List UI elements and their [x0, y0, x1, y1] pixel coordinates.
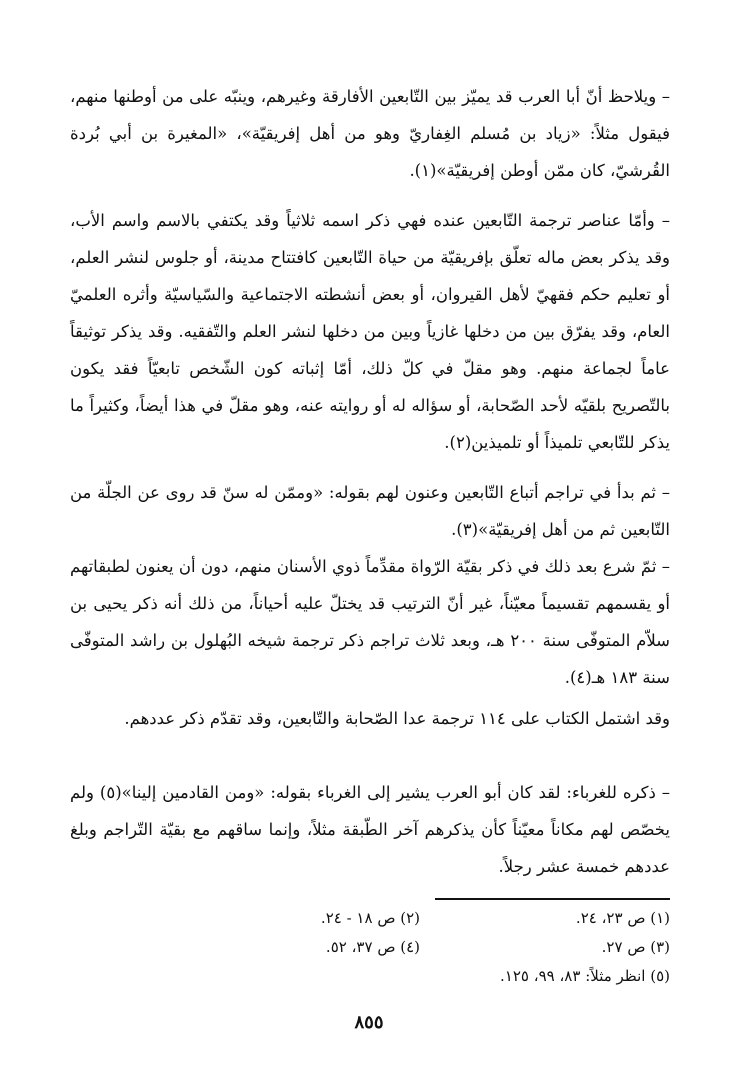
footnotes	[70, 904, 670, 991]
paragraph-6: – ذكره للغرباء: لقد كان أبو العرب يشير إلى الغرباء بقوله: «ومن القادمين إلينا»(٥) ولم يخصّص لهم مكاناً معيّناً كأن يذكرهم آخر الطّبقة مثلاً، وإنما ساقهم مع بقيّة التّراجم وبلغ عددهم خمسة عشر رجلاً.	[70, 783, 670, 876]
paragraph-3: – ثم بدأ في تراجم أتباع التّابعين وعنون لهم بقوله: «وممّن له سنّ قد روى عن الجلّة من التّابعين ثم من أهل إفريقيّة»(٣).	[70, 483, 670, 539]
footnote-1: (١) ص ٢٣، ٢٤.	[575, 909, 670, 927]
footnote-4: (٤) ص ٣٧، ٥٢.	[325, 938, 420, 956]
footnote-row	[70, 933, 670, 962]
footnote-divider	[435, 898, 670, 900]
page-number: ٨٥٥	[354, 1012, 384, 1033]
footnote-row	[70, 904, 670, 933]
footnote-row	[70, 962, 670, 991]
paragraph-2: – وأمّا عناصر ترجمة التّابعين عنده فهي ذكر اسمه ثلاثياً وقد يكتفي بالاسم واسم الأب، وقد يذكر بعض ماله تعلّق بإفريقيّة من حياة التّابعين كافتتاح مدينة، أو جلوس لنشر العلم، أو تعليم حكم فقهيّ لأهل القيروان، أو بعض أنشطته الاجتماعية والسّياسيّة وأثره العلميّ العام، وقد يفرّق بين من دخلها غازياً وبين من دخلها لنشر العلم والتّفقيه. وقد يذكر توثيقاً عاماً لجماعة منهم. وهو مقلّ في كلّ ذلك، أمّا إثباته كون الشّخص تابعيّاً فقد يكون بالتّصريح بلقيّه لأحد الصّحابة، أو سؤاله له أو روايته عنه، وهو مقلّ في هذا أيضاً، وكثيراً ما يذكر للتّابعي تلميذاً أو تلميذين(٢).	[70, 211, 670, 452]
paragraph-1: – ويلاحظ أنّ أبا العرب قد يميّز بين التّابعين الأفارقة وغيرهم، وينبّه على من أوطنها منهم، فيقول مثلاً: «زياد بن مُسلم الغِفاريّ وهو من أهل إفريقيّة»، «المغيرة بن أبي بُردة القُرشيّ، كان ممّن أوطن إفريقيّة»(١).	[70, 87, 670, 180]
paragraph-4: – ثمّ شرع بعد ذلك في ذكر بقيّة الرّواة مقدِّماً ذوي الأسنان منهم، دون أن يعنون لطبقاتهم أو يقسمهم تقسيماً معيّناً، غير أنّ الترتيب قد يختلّ عليه أحياناً، من ذلك أنه ذكر يحيى بن سلاّم المتوفّى سنة ٢٠٠ هـ، وبعد ثلاث تراجم ذكر ترجمة شيخه البُهلول بن راشد المتوفّى سنة ١٨٣ هـ(٤).	[70, 557, 670, 687]
footnote-3: (٣) ص ٢٧.	[601, 938, 670, 956]
paragraph-5: وقد اشتمل الكتاب على ١١٤ ترجمة عدا الصّحابة والتّابعين، وقد تقدّم ذكر عددهم.	[124, 709, 670, 728]
footnote-5: (٥) انظر مثلاً: ٨٣، ٩٩، ١٢٥.	[500, 967, 670, 985]
footnote-2: (٢) ص ١٨ - ٢٤.	[320, 909, 420, 927]
